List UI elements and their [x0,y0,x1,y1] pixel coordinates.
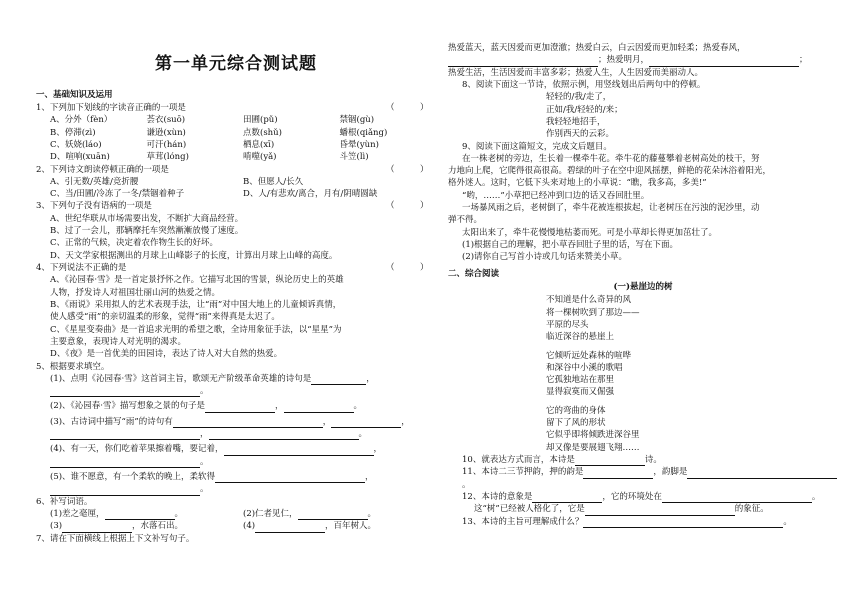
q4-option-line: A、《沁园春·雪》是一首定景抒怀之作。它描写北国的雪景，纵论历史上的英雄 [50,275,344,286]
answer-blank[interactable] [311,374,366,385]
q6-item-4-tail: ，百年树人。 [325,521,377,532]
q4-option-line: 人物，抒发诗人对祖国壮丽山河的热爱之情。 [50,287,221,298]
question-9-stem: 9、阅读下面这篇短文，完成文后题目。 [462,141,612,152]
question-13: 13、本诗的主旨可理解成什么？ 。 [462,516,792,527]
answer-blank[interactable] [173,417,323,428]
q1-option: 蟠根(qiǎng) [339,127,388,138]
question-13-text: 13、本诗的主旨可理解成什么？ [462,516,584,527]
q8-poem [448,91,838,140]
q1-option: 栖息(xī) [243,139,275,150]
answer-blank[interactable] [649,56,799,67]
q1-option: D、喧响(xuān) [50,152,110,163]
q2-option: C、当/田圃/冷冻了一冬/禁锢着种子 [50,189,185,200]
poem-line: 留下了风的形状 [546,418,606,429]
q7-text: ；热爱明月， [598,55,650,66]
q5-item-5-text: (5)、谁不愿意，有一个柔软的晚上，柔软得 [50,472,216,483]
poem-title: (一)悬崖边的树 [613,281,673,292]
poem-line: 它似乎即将倾跌进深谷里 [546,430,640,441]
answer-paren[interactable]: （ ） [386,263,429,274]
question-10-text: 10、就表达方式而言，本诗是 [462,455,575,465]
answer-blank[interactable] [298,509,368,520]
q9-passage-line: “哟，……”小草把已经冲到口边的话又吞回肚里。 [462,190,650,201]
q1-option-row [36,127,436,139]
answer-blank[interactable] [105,509,175,520]
poem-stanza-2 [448,350,838,399]
q5-item-2-text: (2)、《沁园春·雪》描写想象之景的句子是 [50,401,205,412]
question-12-text: 12、本诗的意象是 [462,491,533,502]
poem-line: 它倾听远处森林的喧哗 [546,350,632,361]
q5-item-4-text: (4)、有一天，你们吃着苹果擦着嘴，要记着， [50,444,224,455]
q9-passage-line: 一场暴风雨之后，老树倒了，牵牛花被连根拔起，让老树压在污浊的泥沙里，动 [462,203,760,214]
section-heading-basics: 一、基础知识及运用 [36,89,113,100]
q2-option: B、但愿人/长久 [243,176,304,187]
answer-blank[interactable] [331,417,401,428]
q6-item-1: (1)差之毫厘， 。 [50,508,184,519]
q7-passage-line-2 [448,54,838,66]
q9-passage-line: 弹不得。 [448,215,483,226]
q6-item-1-text: (1)差之毫厘， [50,508,105,519]
q7-text-end: ； [799,55,808,66]
q1-option: A、分外（fèn） [50,115,113,126]
left-column [36,0,436,545]
question-5-stem: 5、根据要求填空。 [36,361,110,372]
answer-blank[interactable] [532,492,602,503]
answer-paren[interactable]: （ ） [386,164,429,175]
answer-blank[interactable] [209,429,359,440]
poem-line: 将一棵树吹到了那边—— [546,307,640,318]
question-2-stem: 2、下列诗文朗读停顿正确的一项是 [36,164,169,175]
question-6-stem: 6、补写词语。 [36,496,93,507]
q1-option-row [36,114,436,126]
answer-blank[interactable] [583,468,653,479]
poem-line: 临近深谷的悬崖上 [546,332,615,343]
q1-option: B、停滞(zì) [50,127,96,138]
q4-option-line: C、《星星变奏曲》是一首追求光明的希望之歌，全诗用象征手法，以“星星”为 [50,324,342,335]
question-8-stem: 8、阅读下面这一节诗，依照示例，用竖线划出后两句中的停顿。 [462,79,706,90]
q3-option: C、正常的气候，决定着农作物生长的好坏。 [50,238,219,249]
q9-subquestion-1: (1)根据自己的理解，把小草吞回肚子里的话，写在下面。 [462,240,679,250]
q2-option-row [36,176,436,188]
answer-blank[interactable] [255,522,325,533]
poem-line: 不知道是什么奇异的风 [546,295,632,306]
q5-item-3-text: (3)、古诗词中描写“雨”的诗句有 [50,416,173,427]
q8-poem-line: 正如/我/轻轻的/来； [546,104,623,115]
poem-line: 显得寂寞而又倔强 [546,387,615,398]
question-12: 12、本诗的意象是 ，它的环境处在 。 [462,491,821,502]
poem-stanza-3 [448,405,838,454]
q1-option-row [36,151,436,163]
q9-passage-line: 在一株老树的旁边，生长着一棵牵牛花。牵牛花的藤蔓攀着老树高处的枝干，努 [462,153,760,164]
q3-option: D、天文学家根据测出的月球上山峰影子的长度，计算出月球上山峰的高度。 [50,250,338,261]
answer-blank[interactable] [62,522,132,533]
q9-subquestion-2: (2)请你自己写首小诗或几句话来赞美小草。 [462,252,628,263]
answer-blank[interactable] [50,457,200,468]
q1-option: 斗笠(lì) [339,152,369,163]
q1-option: 谦逊(xùn) [146,127,186,138]
q6-item-2-text: (2)仁者见仁， [243,508,298,519]
q5-item-1: (1)、点明《沁园春·雪》这首词主旨，歌颂无产阶级革命英雄的诗句是 ， [50,373,375,384]
q6-row [36,520,436,532]
q6-item-4 [243,520,436,532]
answer-blank[interactable] [215,472,365,483]
answer-blank[interactable] [224,445,374,456]
q6-item-3 [50,520,243,532]
section-heading-reading: 二、综合阅读 [448,268,500,279]
q5-item-4-cont: 。 [36,456,436,468]
question-12-mid: ，它的环境处在 [602,491,662,502]
q6-row [36,508,436,520]
q8-poem-line: 我轻轻地招手， [546,116,606,127]
question-10 [448,454,838,466]
answer-blank[interactable] [50,485,200,496]
q5-item-5-cont: 。 [36,483,436,495]
q1-option: 啃噬(yǎ) [243,152,277,163]
answer-blank[interactable] [448,56,598,67]
q5-item-4: (4)、有一天，你们吃着苹果擦着嘴，要记着， ， [50,444,383,455]
q1-option: 点数(shǔ) [243,127,282,138]
question-4 [36,262,436,274]
answer-blank[interactable] [50,386,200,397]
q5-item-3: (3)、古诗词中描写“雨”的诗句有 ， ， [50,416,410,427]
question-2 [36,164,436,176]
question-10-tail: 诗。 [644,455,662,465]
q6-item-3-tail: ，水落石出。 [132,521,184,532]
poem-line: 平原的尽头 [546,319,589,330]
q5-item-5: (5)、谁不愿意，有一个柔软的晚上，柔软得 ， [50,472,374,483]
q4-option-line: 主要意象，表现诗人对光明的渴求。 [50,336,187,347]
answer-blank[interactable] [50,429,200,440]
q7-passage-line-3: 热爱生活，生活因爱而丰富多彩；热爱人生，人生因爱而美丽动人。 [448,67,704,78]
q4-option-line: B、《雨说》采用拟人的艺术表现手法，让“雨”对中国大地上的儿童倾诉真情， [50,299,342,310]
answer-blank[interactable] [583,517,783,528]
q1-option: C、妖娆(láo) [50,139,102,150]
q2-option: D、人/有悲欢/离合，月有/阴晴圆缺 [243,189,378,200]
q6-item-2: (2)仁者见仁， 。 [243,508,377,519]
poem-line: 和深谷中小溪的歌唱 [546,362,623,373]
answer-blank[interactable] [205,402,275,413]
q2-option: A、引无数/英雄/竞折腰 [50,176,139,187]
question-11-mid: ，韵脚是 [653,467,688,478]
q8-poem-line: 作别西天的云彩。 [546,129,615,140]
question-12-tail: 的象征。 [734,504,769,515]
q4-option-line: 使人感受“雨”的亲切温柔的形象，觉得“雨”来得真是太迟了。 [50,312,280,323]
question-3 [36,200,436,212]
q7-passage-line-1: 热爱蓝天，蓝天因爱而更加澄澈；热爱白云，白云因爱而更加轻柔；热爱春风， [448,43,746,53]
q2-option-row [36,188,436,200]
question-12-text-2: 这“树”已经被人格化了，它是 [474,504,585,515]
q1-option: 田圃(pǔ) [243,115,278,126]
q5-item-3-cont: ， 。 [36,428,436,440]
q5-item-1-text: (1)、点明《沁园春·雪》这首词主旨，歌颂无产阶级革命英雄的诗句是 [50,373,312,384]
question-4-stem: 4、下列说法不正确的是 [36,263,127,274]
q3-option: B、过了一会儿，那辆摩托车突然漸漸放慢了速度。 [50,226,244,237]
question-12-cont [448,503,838,515]
answer-blank[interactable] [575,455,645,466]
poem-stanza-1 [448,294,838,343]
question-11-text: 11、本诗二三节押韵，押的韵是 [462,467,584,478]
q3-option: A、世纪华联从市场需要出发，不断扩大商品经营。 [50,213,244,224]
q1-option: 荟衣(suō) [146,115,186,126]
answer-paren[interactable]: （ ） [386,102,429,113]
question-1-stem: 1、下列加下划线的字读音正确的一项是 [36,102,186,113]
answer-blank[interactable] [284,402,354,413]
q8-poem-line: 轻轻的/我/走了， [546,92,612,103]
q1-option: 昏晕(yùn) [339,139,379,150]
q4-option-line: D、《夜》是一首优美的田园诗，表达了诗人对大自然的热爱。 [50,349,283,360]
answer-blank[interactable] [687,468,837,479]
q1-option: 禁锢(gù) [339,115,375,126]
question-1 [36,102,436,114]
q9-passage-line: 太阳出来了，牵牛花慢慢地枯萎而死。可是小草却长得更加茁壮了。 [462,227,718,238]
poem-line: 它孤独地站在那里 [546,375,615,386]
q5-item-1-cont: 。 [36,385,436,397]
q1-option: 可汗(hán) [146,139,187,150]
q6-item-3-text: (3) [50,521,63,532]
q1-option: 草茸(lóng) [146,152,189,163]
answer-blank[interactable] [662,492,812,503]
right-column [448,42,838,528]
poem-line: 却又像是要展翅飞翔…… [546,442,640,453]
page-title: 第一单元综合测试题 [155,54,317,74]
question-11: 11、本诗二三节押韵，押的韵是 ，韵脚是。 [448,466,838,491]
question-7-stem: 7、请在下面横线上根据上下文补写句子。 [36,533,195,544]
poem-line: 它的弯曲的身体 [546,405,606,416]
answer-paren[interactable]: （ ） [386,201,429,212]
answer-blank[interactable] [585,505,735,516]
q9-passage-line: 格外迷人。这时，它低下头来对地上的小草说：“瞧，我多高，多美!” [448,178,707,189]
q5-item-2: (2)、《沁园春·雪》描写想象之景的句子是 ， 。 [50,401,363,412]
question-3-stem: 3、下列句子没有语病的一项是 [36,201,152,212]
q9-passage-line: 力地向上爬，它爬得很高很高。碧绿的叶子在空中迎风摇摆，鲜艳的花朵沐浴着阳光， [448,166,772,177]
q1-option-row [36,139,436,151]
q6-item-4-text: (4) [243,521,256,532]
